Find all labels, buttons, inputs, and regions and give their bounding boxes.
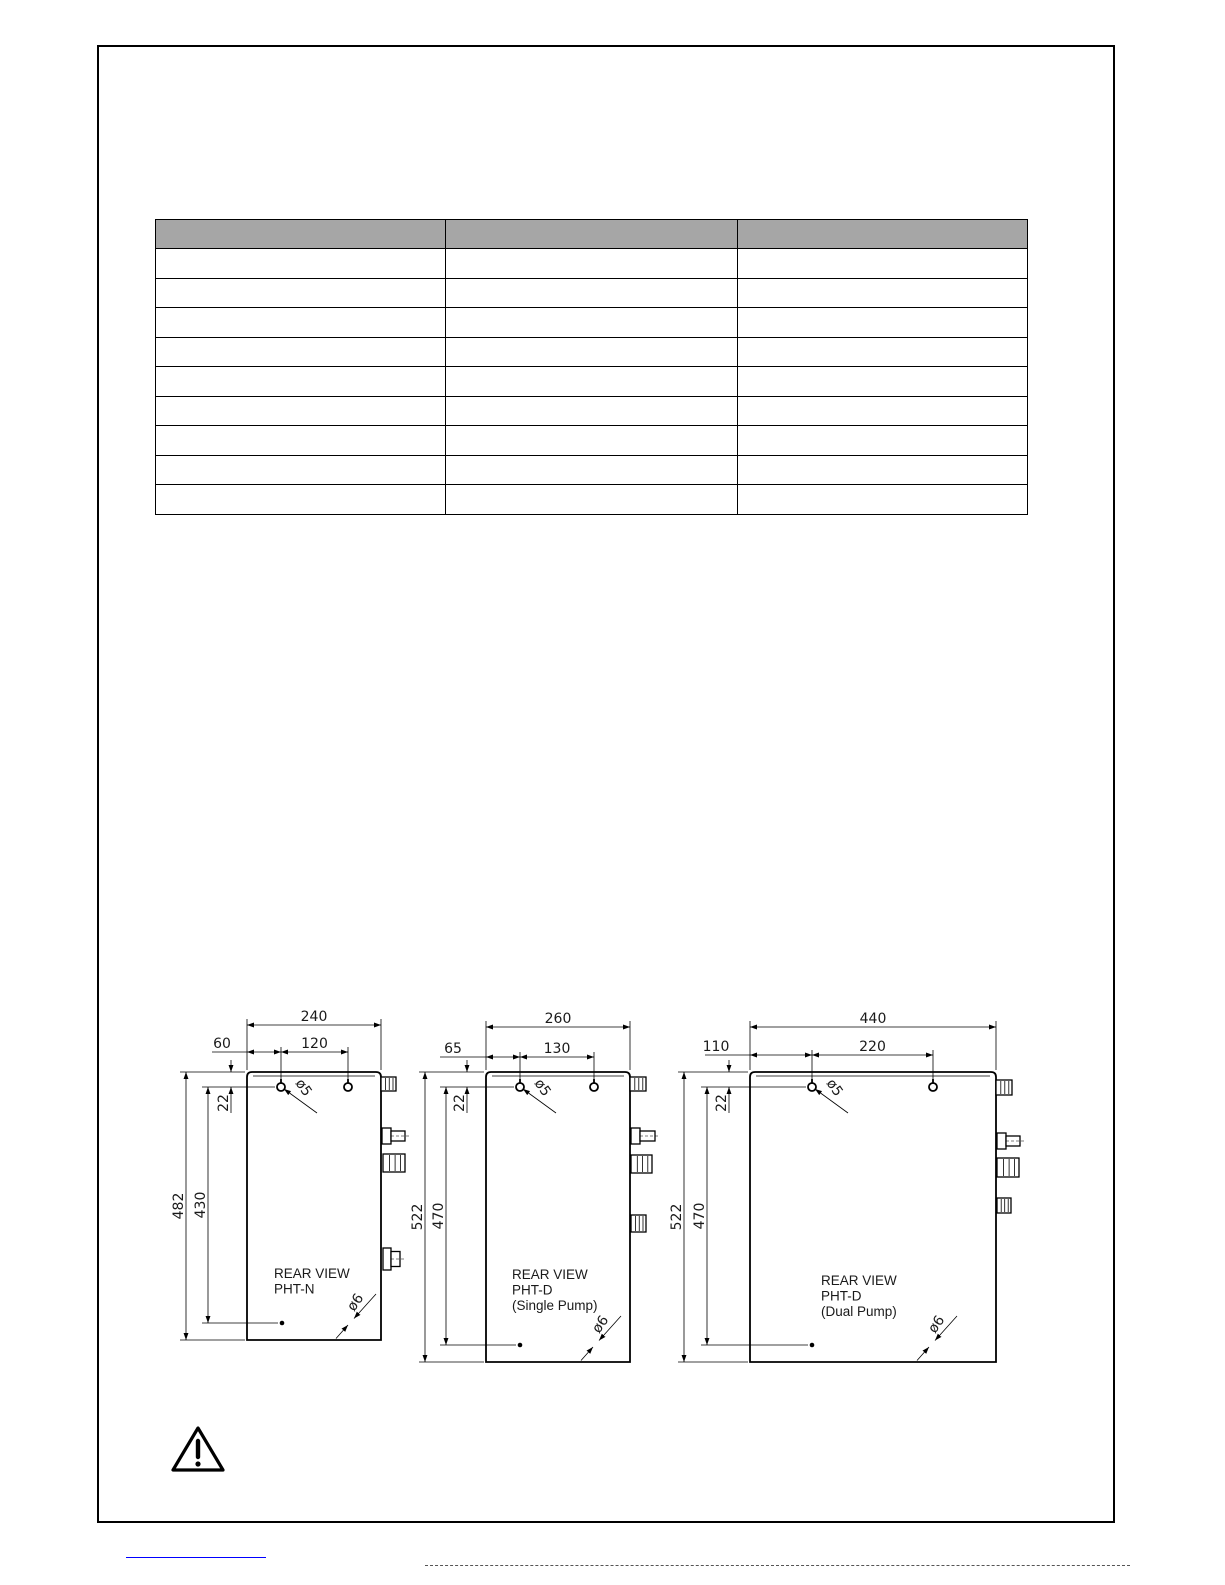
lower-hole-diameter-label: ø6 xyxy=(925,1312,949,1337)
spec-table-cell xyxy=(156,426,446,456)
hose-fitting-base xyxy=(382,1128,391,1144)
overall-span-label: 260 xyxy=(544,1011,572,1027)
overall-span-label: 440 xyxy=(859,1011,887,1027)
footer-rule xyxy=(425,1565,1130,1566)
spec-table-row xyxy=(156,426,1028,456)
spec-table-cell xyxy=(156,337,446,367)
lower-hole-diameter-label: ø6 xyxy=(344,1290,368,1315)
edge-offset-label: 110 xyxy=(702,1039,730,1055)
hose-fitting-base xyxy=(631,1128,640,1144)
spec-table xyxy=(155,219,1028,515)
cable-gland-body xyxy=(630,1077,646,1091)
spec-table-cell xyxy=(156,308,446,338)
cable-gland-body xyxy=(631,1215,646,1232)
spec-table-row xyxy=(156,396,1028,426)
spec-table-cell xyxy=(738,367,1028,397)
view-caption-line: PHT-D xyxy=(821,1288,862,1304)
mounting-hole xyxy=(344,1083,352,1091)
cable-gland-body xyxy=(381,1077,396,1091)
view-caption-line: REAR VIEW xyxy=(821,1273,897,1288)
spec-table-cell xyxy=(446,455,738,485)
spec-table-cell xyxy=(738,485,1028,515)
upper-hole-diameter-label: ø5 xyxy=(291,1076,315,1100)
view-caption-line: PHT-N xyxy=(274,1281,315,1297)
cable-gland-body xyxy=(631,1155,652,1173)
hose-fitting xyxy=(631,1128,659,1144)
spec-table-cell xyxy=(738,337,1028,367)
dimension-line xyxy=(581,1347,593,1361)
cable-gland xyxy=(996,1080,1012,1095)
hole-rise-label: 430 xyxy=(193,1191,209,1219)
footer-link-underline[interactable] xyxy=(126,1557,266,1558)
cable-gland xyxy=(381,1077,396,1091)
overall-span-label: 240 xyxy=(300,1009,328,1025)
hole-rise-label: 470 xyxy=(431,1202,447,1230)
overall-rise-label: 522 xyxy=(410,1203,426,1231)
rear-view-pht-n xyxy=(171,1009,409,1340)
hose-fitting xyxy=(383,1248,404,1270)
spec-table-row xyxy=(156,455,1028,485)
spec-table-cell xyxy=(446,337,738,367)
mounting-hole xyxy=(590,1083,598,1091)
cable-gland xyxy=(383,1154,405,1172)
spec-table-head xyxy=(156,220,1028,249)
view-caption-line: REAR VIEW xyxy=(274,1266,350,1281)
cable-gland xyxy=(631,1215,646,1232)
spec-table-row xyxy=(156,308,1028,338)
spec-table-row xyxy=(156,485,1028,515)
spec-table-row xyxy=(156,249,1028,279)
cable-gland xyxy=(997,1198,1011,1213)
spec-table-row xyxy=(156,278,1028,308)
spec-table-cell xyxy=(446,278,738,308)
spec-table-cell xyxy=(738,426,1028,456)
spec-table-header-row xyxy=(156,220,1028,249)
warning-icon-dot xyxy=(195,1461,200,1466)
hole-pitch-label: 130 xyxy=(543,1041,571,1057)
spec-table-cell xyxy=(738,308,1028,338)
spec-table-cell xyxy=(738,396,1028,426)
mounting-hole xyxy=(810,1343,815,1348)
dimension-line xyxy=(336,1325,348,1339)
spec-table-cell xyxy=(446,308,738,338)
spec-table-row xyxy=(156,367,1028,397)
hose-fitting xyxy=(382,1128,409,1144)
edge-gap-label: 22 xyxy=(452,1094,468,1112)
spec-table-cell xyxy=(156,249,446,279)
spec-table-cell xyxy=(446,485,738,515)
spec-table-header-cell xyxy=(156,220,446,249)
spec-table-header-cell xyxy=(738,220,1028,249)
spec-table-row xyxy=(156,337,1028,367)
mounting-hole xyxy=(808,1083,816,1091)
housing-outline xyxy=(486,1072,630,1362)
hole-rise-label: 470 xyxy=(692,1202,708,1230)
spec-table-cell xyxy=(738,249,1028,279)
upper-hole-diameter-label: ø5 xyxy=(822,1076,846,1100)
edge-gap-label: 22 xyxy=(714,1094,730,1112)
view-caption-line: (Dual Pump) xyxy=(821,1304,897,1319)
edge-offset-label: 60 xyxy=(213,1036,231,1052)
cable-gland-body xyxy=(996,1080,1012,1095)
hole-pitch-label: 220 xyxy=(859,1039,886,1055)
mounting-hole xyxy=(929,1083,937,1091)
hose-fitting xyxy=(997,1133,1024,1149)
spec-table-cell xyxy=(446,367,738,397)
view-caption-line: REAR VIEW xyxy=(512,1267,588,1282)
cable-gland xyxy=(997,1158,1019,1177)
rear-view-pht-d-dual-pump xyxy=(669,1011,1024,1362)
lower-hole-diameter-label: ø6 xyxy=(589,1312,613,1337)
mounting-hole xyxy=(518,1343,523,1348)
spec-table-cell xyxy=(156,485,446,515)
hose-fitting-base xyxy=(997,1133,1006,1149)
hose-fitting-base xyxy=(383,1248,391,1270)
overall-rise-label: 482 xyxy=(171,1192,187,1220)
spec-table-cell xyxy=(156,455,446,485)
overall-rise-label: 522 xyxy=(669,1203,685,1231)
view-caption-line: (Single Pump) xyxy=(512,1298,598,1313)
edge-offset-label: 65 xyxy=(444,1041,462,1057)
spec-table-cell xyxy=(446,249,738,279)
spec-table-header-cell xyxy=(446,220,738,249)
rear-view-drawings xyxy=(160,995,1040,1380)
mounting-hole xyxy=(516,1083,524,1091)
rear-view-pht-d-single-pump xyxy=(410,1011,659,1362)
upper-hole-diameter-label: ø5 xyxy=(530,1076,554,1100)
spec-table-body xyxy=(156,249,1028,515)
mounting-hole xyxy=(277,1083,285,1091)
view-caption-line: PHT-D xyxy=(512,1282,553,1298)
mounting-hole xyxy=(280,1321,285,1326)
spec-table-cell xyxy=(738,455,1028,485)
edge-gap-label: 22 xyxy=(216,1094,232,1112)
spec-table-cell xyxy=(446,396,738,426)
cable-gland-body xyxy=(383,1154,405,1172)
dimension-line xyxy=(917,1347,929,1361)
spec-table-cell xyxy=(446,426,738,456)
cable-gland xyxy=(631,1155,652,1173)
spec-table-cell xyxy=(156,396,446,426)
warning-icon xyxy=(168,1424,228,1476)
spec-table-cell xyxy=(156,278,446,308)
cable-gland-body xyxy=(997,1158,1019,1177)
hole-pitch-label: 120 xyxy=(301,1036,328,1052)
cable-gland-body xyxy=(997,1198,1011,1213)
spec-table-cell xyxy=(738,278,1028,308)
spec-table-cell xyxy=(156,367,446,397)
cable-gland xyxy=(630,1077,646,1091)
